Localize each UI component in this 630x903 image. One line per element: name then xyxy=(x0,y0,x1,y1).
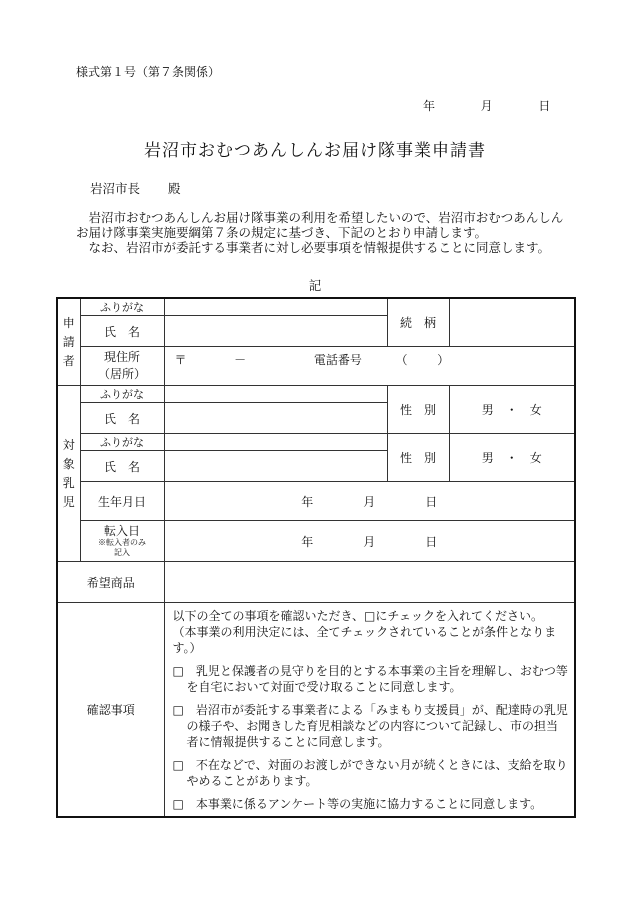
birthdate-input[interactable]: 年 月 日 xyxy=(164,482,575,521)
infant2-sex-label: 性 別 xyxy=(387,434,449,482)
confirm-item-1[interactable]: □ 乳児と保護者の見守りを目的とする本事業の主旨を理解し、おむつ等を自宅において対面で受け取ることに同意します。 xyxy=(172,664,568,694)
infant1-name-label: 氏 名 xyxy=(80,403,164,434)
page-title: 岩沼市おむつあんしんお届け隊事業申請書 xyxy=(144,141,486,161)
postal-mark: 〒 xyxy=(174,353,187,367)
application-form-table xyxy=(56,297,576,818)
address-input[interactable] xyxy=(164,347,575,386)
addressee-honorific: 殿 xyxy=(168,181,181,196)
postal-dash: － xyxy=(234,353,247,367)
applicant-name-label: 氏 名 xyxy=(80,316,164,347)
application-date xyxy=(423,97,550,114)
birthdate-label: 生年月日 xyxy=(80,482,164,521)
date-year-label: 年 xyxy=(423,99,436,113)
infant1-furigana-input[interactable] xyxy=(164,386,387,403)
relationship-label: 続 柄 xyxy=(387,298,449,347)
body-text xyxy=(76,210,566,255)
desired-product-input[interactable] xyxy=(164,562,575,603)
phone-label: 電話番号 xyxy=(313,353,362,367)
date-month-label: 月 xyxy=(480,99,493,113)
body-paragraph-1: 岩沼市おむつあんしんお届け隊事業の利用を希望したいので、岩沼市おむつあんしんお届け隊事業実施要綱第７条の規定に基づき、下記のとおり申請します。 xyxy=(76,210,564,240)
infant1-name-input[interactable] xyxy=(164,403,387,434)
confirmation-items xyxy=(164,603,575,818)
subject-section-label: 対象乳児 xyxy=(57,386,80,562)
move-in-date-input[interactable]: 年 月 日 xyxy=(164,521,575,562)
infant2-furigana-label: ふりがな xyxy=(80,434,164,451)
ki-heading: 記 xyxy=(308,278,322,293)
form-number: 様式第１号（第７条関係） xyxy=(76,65,221,79)
infant1-sex-options[interactable]: 男 ・ 女 xyxy=(449,386,575,434)
move-in-date-label: 転入日 ※転入者のみ 記入 xyxy=(80,521,164,562)
desired-product-label: 希望商品 xyxy=(57,562,164,603)
phone-open-paren: （ xyxy=(395,353,408,367)
confirm-item-4[interactable]: □ 本事業に係るアンケート等の実施に協力することに同意します。 xyxy=(172,797,543,811)
confirm-item-3[interactable]: □ 不在などで、対面のお渡しができない月が続くときには、支給を取りやめることがあります。 xyxy=(172,758,568,788)
addressee xyxy=(90,179,181,197)
addressee-name: 岩沼市長 xyxy=(90,181,141,196)
applicant-furigana-input[interactable] xyxy=(164,298,387,316)
confirm-item-2[interactable]: □ 岩沼市が委託する事業者による「みまもり支援員」が、配達時の乳児の様子や、お聞きした育児相談などの内容について記録し、市の担当者に情報提供することに同意します。 xyxy=(172,703,568,749)
body-paragraph-2: なお、岩沼市が委託する事業者に対し必要事項を情報提供することに同意します。 xyxy=(88,240,551,255)
infant2-furigana-input[interactable] xyxy=(164,434,387,451)
relationship-input[interactable] xyxy=(449,298,575,347)
phone-close-paren: ） xyxy=(437,353,450,367)
confirmation-label: 確認事項 xyxy=(57,603,164,818)
confirm-intro-1: 以下の全ての事項を確認いただき、□にチェックを入れてください。 xyxy=(172,609,544,623)
infant2-name-input[interactable] xyxy=(164,451,387,482)
infant2-sex-options[interactable]: 男 ・ 女 xyxy=(449,434,575,482)
applicant-name-input[interactable] xyxy=(164,316,387,347)
applicant-section-label: 申請者 xyxy=(57,298,80,386)
infant2-name-label: 氏 名 xyxy=(80,451,164,482)
date-day-label: 日 xyxy=(538,99,551,113)
confirm-intro-2: （本事業の利用決定には、全てチェックされていることが条件となります。） xyxy=(172,625,557,655)
address-label: 現住所 （居所） xyxy=(80,347,164,386)
applicant-furigana-label: ふりがな xyxy=(80,298,164,316)
infant1-furigana-label: ふりがな xyxy=(80,386,164,403)
infant1-sex-label: 性 別 xyxy=(387,386,449,434)
